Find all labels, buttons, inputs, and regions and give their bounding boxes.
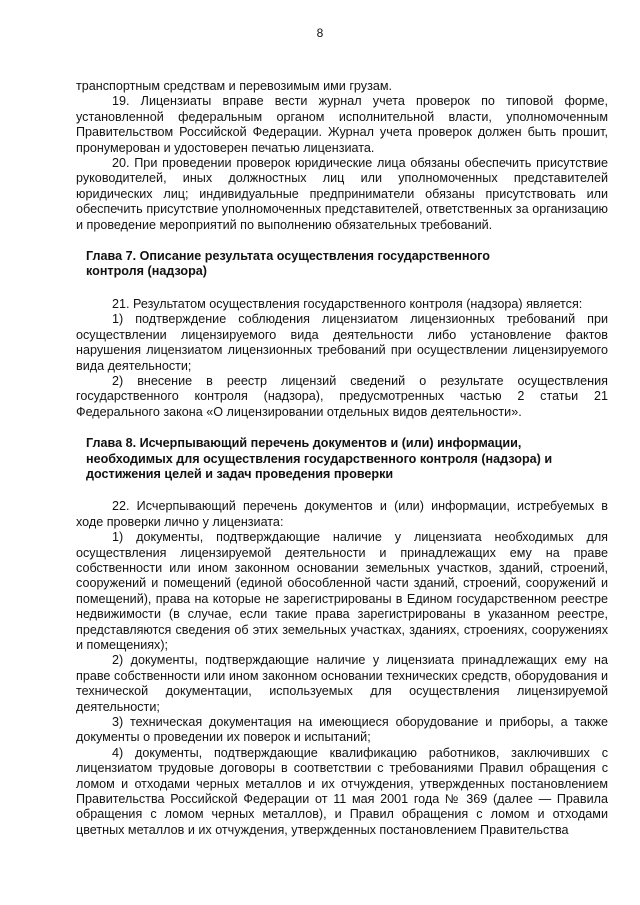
paragraph-22: 22. Исчерпывающий перечень документов и (или) информации, истребуемых в ходе проверки лично у лицензиата: — [76, 499, 608, 529]
paragraph-21-item-1: 1) подтверждение соблюдения лицензиатом лицензионных требований при осуществлении лицензируемого вида деятельности либо установление фактов нарушения лицензиатом лицензионных требований при осуществлении лицензируемого вида деятельности; — [76, 312, 608, 373]
paragraph-22-item-4: 4) документы, подтверждающие квалификацию работников, заключивших с лицензиатом трудовые договоры в соответствии с требованиями Правил обращения с ломом и отходами черных металлов и их отчуждения, утвержденных постановлением Правительства Российской Федерации от 11 мая 2001 года № 369 (далее — Правила обращения с ломом черных металлов), и Правил обращения с ломом и отходами цветных металлов и их отчуждения, утвержденных постановлением Правительства — [76, 745, 608, 837]
paragraph-22-item-3: 3) техническая документация на имеющиеся оборудование и приборы, а также документы о проведении их поверок и испытаний; — [76, 715, 608, 745]
document-body — [76, 79, 608, 838]
chapter-8-line-1: Глава 8. Исчерпывающий перечень документов и (или) информации, — [86, 436, 522, 451]
paragraph-20: 20. При проведении проверок юридические лица обязаны обеспечить присутствие руководителей, иных должностных лиц или уполномоченных представителей юридических лиц; индивидуальные предприниматели обязаны присутствовать или обеспечить присутствие уполномоченных представителей, ответственных за организацию и проведение мероприятий по выполнению обязательных требований. — [76, 156, 608, 232]
chapter-8-heading — [76, 436, 608, 482]
paragraph-21-item-2: 2) внесение в реестр лицензий сведений о результате осуществления государственного контроля (надзора), предусмотренных частью 2 статьи 21 Федерального закона «О лицензировании отдельных видов деятельности». — [76, 373, 608, 419]
paragraph-21: 21. Результатом осуществления государственного контроля (надзора) является: — [112, 296, 583, 311]
paragraph-19: 19. Лицензиаты вправе вести журнал учета проверок по типовой форме, установленной федеральным органом исполнительной власти, уполномоченным Правительством Российской Федерации. Журнал учета проверок должен быть прошит, пронумерован и удостоверен печатью лицензиата. — [76, 94, 608, 155]
chapter-8-line-3: достижения целей и задач проведения проверки — [86, 466, 394, 481]
chapter-7-line-2: контроля (надзора) — [86, 264, 208, 279]
chapter-8-line-2: необходимых для осуществления государственного контроля (надзора) и — [86, 451, 553, 466]
paragraph-22-item-1: 1) документы, подтверждающие наличие у лицензиата необходимых для осуществления лицензируемой деятельности и принадлежащих ему на праве собственности или ином законном основании земельных участков, зданий, строений, сооружений и помещений (единой обособленной части зданий, строений, сооружений и помещений), права на которые не зарегистрированы в Едином государственном реестре недвижимости (в случае, если такие права зарегистрированы в указанном реестре, представляются сведения об этих земельных участках, зданиях, строениях, сооружениях и помещениях); — [76, 530, 608, 652]
page-number: 8 — [316, 26, 324, 40]
chapter-7-heading — [76, 249, 608, 280]
chapter-7-line-1: Глава 7. Описание результата осуществления государственного — [86, 249, 490, 264]
paragraph-22-item-2: 2) документы, подтверждающие наличие у лицензиата принадлежащих ему на праве собственности или ином законном основании технических средств, оборудования и технической документации, используемых для осуществления лицензируемой деятельности; — [76, 653, 608, 714]
paragraph-continuation: транспортным средствам и перевозимым ими грузам. — [76, 79, 393, 93]
